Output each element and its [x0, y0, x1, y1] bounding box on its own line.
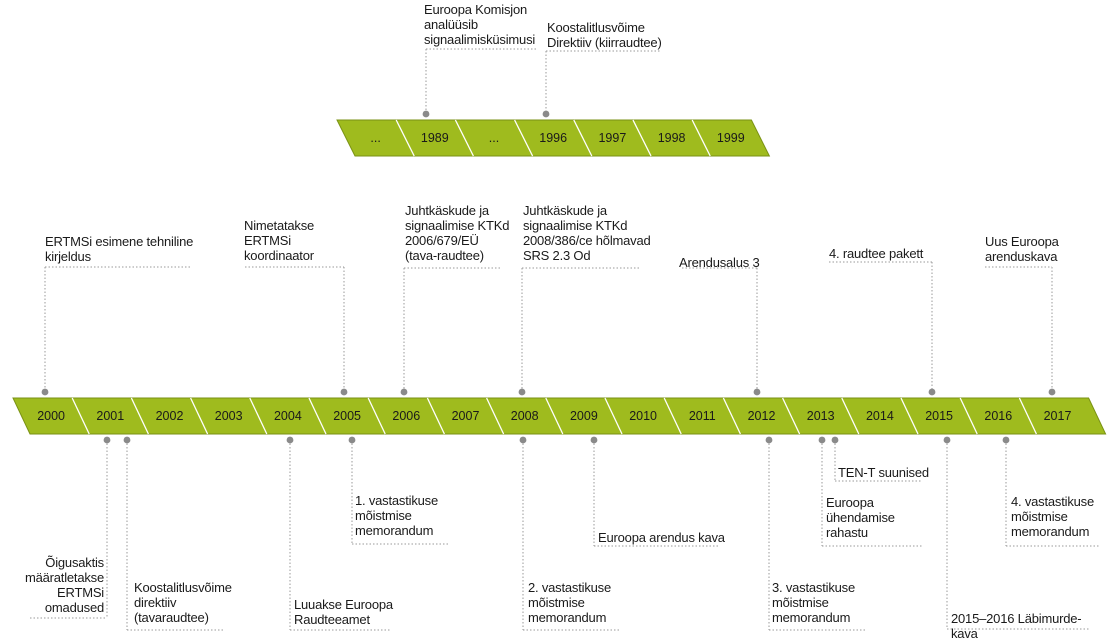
- top-segment-label: 1997: [598, 131, 627, 145]
- event-dot: [104, 437, 111, 444]
- event-label: Euroopa arendus kava: [598, 530, 725, 545]
- event-label: Koostalitlusvõime Direktiiv (kiirraudtee): [547, 20, 662, 50]
- event-label: Euroopa Komisjon analüüsib signaalimisküsimusi: [424, 2, 536, 47]
- year-label: 2009: [569, 409, 598, 423]
- event-dot: [401, 389, 408, 396]
- event-label: Euroopa ühendamise rahastu: [826, 495, 895, 540]
- year-label: 2002: [155, 409, 184, 423]
- event-label: 2015–2016 Läbimurde-kava: [951, 611, 1082, 641]
- top-segment-label: 1999: [716, 131, 745, 145]
- event-dot: [766, 437, 773, 444]
- event-dot: [1003, 437, 1010, 444]
- event-label: Juhtkäskude ja signaalimise KTKd 2006/679/EÜ (tava-raudtee): [405, 203, 510, 263]
- event-label: Koostalitlusvõime direktiiv (tavaraudtee): [134, 580, 232, 625]
- event-label: TEN-T suunised: [838, 465, 929, 480]
- event-dot: [341, 389, 348, 396]
- event-dot: [944, 437, 951, 444]
- event-label: Nimetatakse ERTMSi koordinaator: [244, 218, 315, 263]
- year-label: 2003: [214, 409, 243, 423]
- event-dot: [349, 437, 356, 444]
- year-label: 2005: [333, 409, 362, 423]
- year-label: 2006: [392, 409, 421, 423]
- event-dot: [124, 437, 131, 444]
- event-dot: [929, 389, 936, 396]
- top-segment-label: ...: [370, 131, 381, 145]
- event-label: 4. raudtee pakett: [829, 246, 924, 261]
- top-segment-label: ...: [488, 131, 500, 145]
- event-label: Luuakse Euroopa Raudteeamet: [294, 597, 393, 627]
- event-label: 3. vastastikuse mõistmise memorandum: [772, 580, 855, 625]
- year-label: 2007: [451, 409, 480, 423]
- event-dot: [519, 389, 526, 396]
- event-dot: [423, 111, 430, 118]
- event-label: Uus Euroopa arenduskava: [985, 234, 1059, 264]
- year-label: 2010: [629, 409, 658, 423]
- year-label: 2012: [747, 409, 776, 423]
- year-label: 2017: [1043, 409, 1072, 423]
- event-label: 2. vastastikuse mõistmise memorandum: [528, 580, 611, 625]
- top-segment-label: 1989: [420, 131, 449, 145]
- year-label: 2004: [273, 409, 302, 423]
- event-dot: [543, 111, 550, 118]
- top-segment-label: 1996: [539, 131, 568, 145]
- event-label: 4. vastastikuse mõistmise memorandum: [1011, 494, 1094, 539]
- event-dot: [42, 389, 49, 396]
- year-label: 2014: [865, 409, 894, 423]
- year-label: 2011: [688, 409, 716, 423]
- event-dot: [819, 437, 826, 444]
- event-label: ERTMSi esimene tehniline kirjeldus: [45, 234, 194, 264]
- event-dot: [832, 437, 839, 444]
- event-label: Juhtkäskude ja signaalimise KTKd 2008/386/ce hõlmavad SRS 2.3 Od: [523, 203, 651, 263]
- year-label: 2015: [925, 409, 954, 423]
- event-label: Õigusaktis määratletakse ERTMSi omadused: [24, 555, 104, 615]
- year-label: 2008: [510, 409, 539, 423]
- top-segment-label: 1998: [657, 131, 686, 145]
- event-dot: [1049, 389, 1056, 396]
- year-label: 2013: [806, 409, 835, 423]
- event-dot: [287, 437, 294, 444]
- year-label: 2000: [37, 409, 66, 423]
- event-dot: [754, 389, 761, 396]
- event-label: Arendusalus 3: [679, 255, 760, 270]
- year-label: 2001: [96, 409, 125, 423]
- event-dot: [520, 437, 527, 444]
- event-label: 1. vastastikuse mõistmise memorandum: [355, 493, 438, 538]
- year-label: 2016: [984, 409, 1013, 423]
- event-dot: [591, 437, 598, 444]
